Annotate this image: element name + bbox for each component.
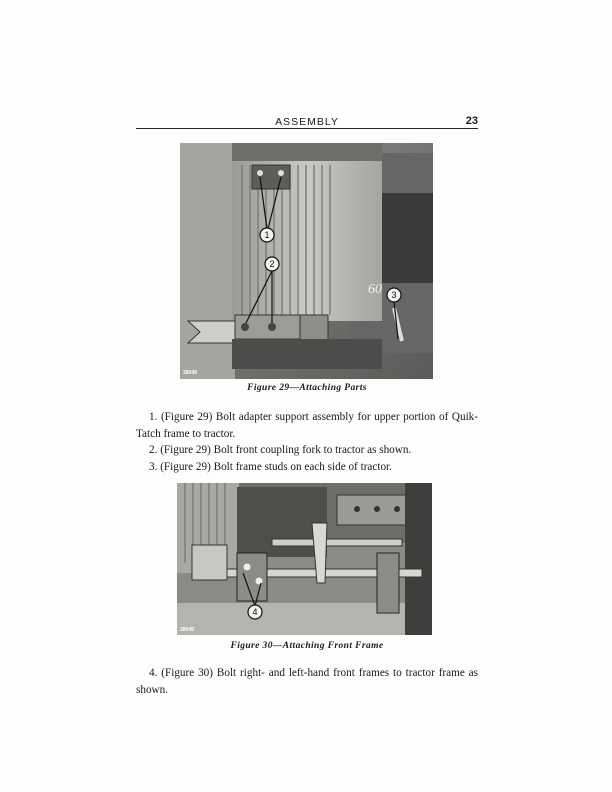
step-4: 4. (Figure 30) Bolt right- and left-hand front frames to tractor frame as shown. bbox=[136, 667, 478, 696]
figure-29-photo bbox=[180, 143, 433, 379]
svg-text:60: 60 bbox=[368, 282, 382, 297]
svg-text:3: 3 bbox=[391, 290, 397, 300]
figure-29-code: 28049 bbox=[183, 370, 197, 376]
figure-30-code: 28049 bbox=[180, 627, 194, 633]
step-3: 3. (Figure 29) Bolt frame studs on each side of tractor. bbox=[149, 461, 392, 473]
svg-text:4: 4 bbox=[252, 607, 258, 617]
figure-29-caption: Figure 29—Attaching Parts bbox=[247, 383, 367, 393]
figure-29-illustration bbox=[180, 143, 433, 379]
figure-30-caption: Figure 30—Attaching Front Frame bbox=[230, 641, 384, 651]
figure-30-photo bbox=[177, 483, 432, 635]
step-1: 1. (Figure 29) Bolt adapter support assembly for upper portion of Quik-Tatch frame to tractor. bbox=[136, 411, 478, 440]
step-2: 2. (Figure 29) Bolt front coupling fork to tractor as shown. bbox=[149, 444, 412, 456]
svg-text:2: 2 bbox=[269, 259, 275, 269]
page-number: 23 bbox=[465, 115, 478, 127]
section-title: ASSEMBLY bbox=[275, 116, 339, 128]
figure-30-illustration bbox=[177, 483, 432, 635]
header-rule bbox=[136, 128, 478, 129]
svg-text:1: 1 bbox=[264, 230, 270, 240]
